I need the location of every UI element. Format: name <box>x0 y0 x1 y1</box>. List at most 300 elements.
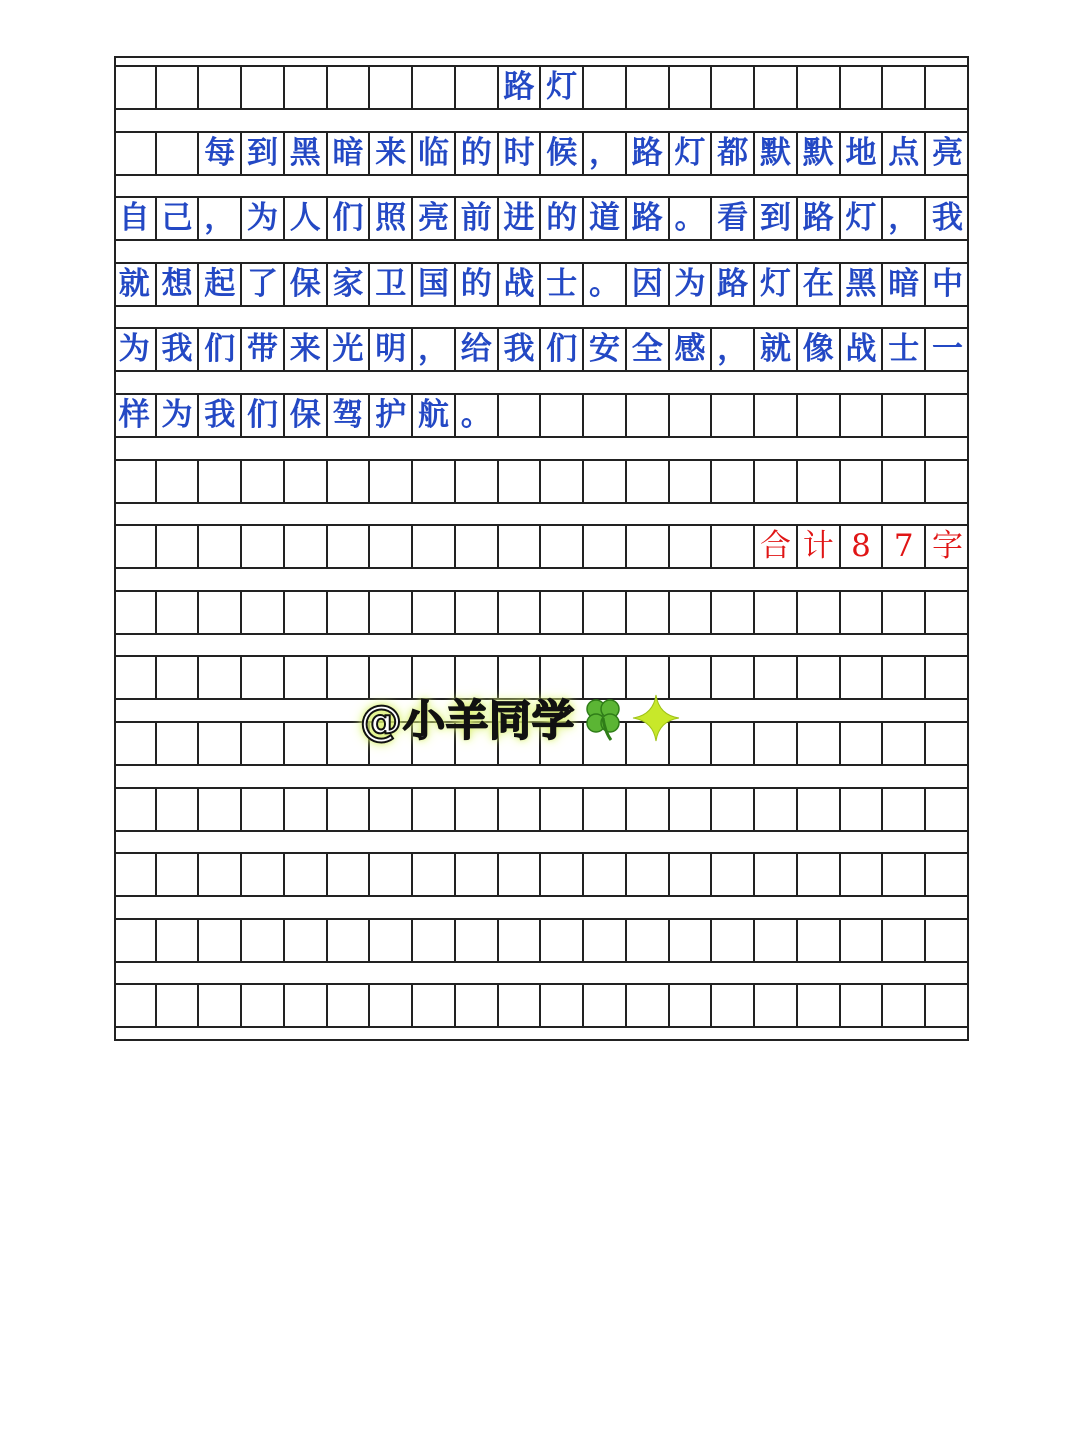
grid-cell <box>499 67 542 108</box>
grid-cell <box>499 329 542 370</box>
grid-cell <box>157 198 200 239</box>
essay-char: ， <box>888 200 920 237</box>
essay-char: 就 <box>760 331 792 368</box>
essay-char: 护 <box>375 397 407 433</box>
grid-cell <box>798 329 841 370</box>
grid-cell <box>627 789 670 830</box>
grid-cell <box>285 526 328 567</box>
grid-cell <box>114 67 157 108</box>
essay-char: 灯 <box>845 200 877 237</box>
grid-cell <box>713 264 756 305</box>
essay-char: 亮 <box>932 134 964 171</box>
essay-char: 我 <box>503 331 535 368</box>
grid-cell <box>542 198 585 239</box>
grid-cell <box>200 264 243 305</box>
grid-cell <box>157 723 200 764</box>
essay-char: 到 <box>247 134 279 171</box>
grid-cell <box>285 985 328 1026</box>
grid-cell <box>413 854 456 895</box>
grid-cell <box>542 854 585 895</box>
grid-cell <box>456 854 499 895</box>
grid-cell <box>456 264 499 305</box>
grid-cell <box>841 723 884 764</box>
grid-cell <box>200 854 243 895</box>
essay-char: 灯 <box>674 134 706 171</box>
grid-cell <box>114 264 157 305</box>
grid-cell <box>328 920 371 961</box>
essay-char: 道 <box>589 200 621 237</box>
grid-cell <box>584 264 627 305</box>
grid-row <box>114 787 969 832</box>
grid-cell <box>627 854 670 895</box>
grid-cell <box>456 789 499 830</box>
grid-cell <box>755 723 798 764</box>
grid-cell <box>841 461 884 502</box>
grid-cell <box>413 133 456 174</box>
grid-cell <box>371 920 414 961</box>
grid-cell <box>713 526 756 567</box>
grid-cell <box>584 526 627 567</box>
grid-cell <box>798 920 841 961</box>
grid-cell <box>841 789 884 830</box>
grid-cell <box>755 526 798 567</box>
essay-char: 样 <box>118 397 150 433</box>
essay-char: 。 <box>460 397 492 433</box>
grid-cell <box>926 198 969 239</box>
grid-cell <box>371 461 414 502</box>
grid-cell <box>242 592 285 633</box>
grid-cell <box>456 67 499 108</box>
grid-cell <box>499 395 542 436</box>
title-char: 路 <box>503 69 535 105</box>
grid-cell <box>926 461 969 502</box>
grid-cell <box>499 461 542 502</box>
grid-cell <box>157 854 200 895</box>
grid-cell <box>755 67 798 108</box>
grid-cell <box>713 920 756 961</box>
grid-row <box>114 131 969 176</box>
essay-char: 暗 <box>888 265 920 302</box>
grid-cell <box>584 592 627 633</box>
grid-cell <box>713 133 756 174</box>
grid-cell <box>114 657 157 698</box>
grid-cell <box>200 657 243 698</box>
grid-cell <box>157 395 200 436</box>
essay-char: 灯 <box>760 265 792 302</box>
grid-cell <box>713 985 756 1026</box>
grid-cell <box>499 198 542 239</box>
sparkle-icon <box>631 693 681 743</box>
grid-cell <box>157 789 200 830</box>
grid-cell <box>285 920 328 961</box>
essay-char: 为 <box>118 331 150 368</box>
grid-cell <box>926 789 969 830</box>
essay-char: 候 <box>546 134 578 171</box>
grid-cell <box>114 789 157 830</box>
grid-cell <box>670 198 713 239</box>
grid-cell <box>542 133 585 174</box>
grid-cell <box>371 198 414 239</box>
grid-cell <box>499 789 542 830</box>
grid-row <box>114 65 969 110</box>
grid-cell <box>413 985 456 1026</box>
grid-cell <box>627 67 670 108</box>
grid-cell <box>627 920 670 961</box>
essay-char: 为 <box>674 265 706 302</box>
grid-cell <box>841 198 884 239</box>
word-count-char: 字 <box>932 528 964 565</box>
grid-cell <box>884 920 927 961</box>
grid-cell <box>713 723 756 764</box>
grid-cell <box>670 395 713 436</box>
grid-cell <box>328 264 371 305</box>
grid-cell <box>713 657 756 698</box>
grid-cell <box>713 67 756 108</box>
essay-char: 航 <box>418 397 450 433</box>
grid-cell <box>242 526 285 567</box>
grid-cell <box>456 920 499 961</box>
essay-char: 们 <box>247 397 279 433</box>
four-leaf-clover-icon <box>577 692 629 744</box>
essay-char: 的 <box>460 134 492 171</box>
grid-cell <box>157 657 200 698</box>
title-char: 灯 <box>546 69 578 105</box>
grid-cell <box>841 67 884 108</box>
grid-cell <box>542 789 585 830</box>
grid-cell <box>157 67 200 108</box>
grid-cell <box>798 264 841 305</box>
essay-char: 路 <box>631 134 663 171</box>
essay-char: 的 <box>460 265 492 302</box>
grid-cell <box>542 395 585 436</box>
grid-cell <box>884 461 927 502</box>
grid-cell <box>926 526 969 567</box>
grid-cell <box>413 789 456 830</box>
grid-cell <box>328 789 371 830</box>
grid-cell <box>200 985 243 1026</box>
grid-cell <box>157 133 200 174</box>
essay-char: 士 <box>888 331 920 368</box>
grid-cell <box>285 789 328 830</box>
grid-cell <box>713 395 756 436</box>
grid-row <box>114 524 969 569</box>
essay-char: 战 <box>845 331 877 368</box>
grid-cell <box>755 985 798 1026</box>
essay-char: 人 <box>289 200 321 237</box>
grid-cell <box>926 395 969 436</box>
essay-char: 给 <box>460 331 492 368</box>
grid-cell <box>884 592 927 633</box>
grid-cell <box>542 264 585 305</box>
grid-cell <box>413 461 456 502</box>
grid-cell <box>926 329 969 370</box>
grid-cell <box>542 67 585 108</box>
grid-cell <box>542 461 585 502</box>
essay-char: 黑 <box>845 265 877 302</box>
grid-cell <box>285 592 328 633</box>
essay-char: 全 <box>631 331 663 368</box>
grid-cell <box>798 395 841 436</box>
grid-cell <box>798 67 841 108</box>
grid-cell <box>670 592 713 633</box>
essay-char: 看 <box>717 200 749 237</box>
grid-cell <box>884 329 927 370</box>
grid-cell <box>542 985 585 1026</box>
grid-cell <box>371 789 414 830</box>
grid-cell <box>584 985 627 1026</box>
grid-cell <box>926 592 969 633</box>
grid-cell <box>798 592 841 633</box>
grid-cell <box>328 67 371 108</box>
grid-cell <box>884 264 927 305</box>
word-count-char: 8 <box>851 528 871 565</box>
grid-cell <box>285 461 328 502</box>
grid-cell <box>584 854 627 895</box>
grid-cell <box>884 723 927 764</box>
grid-cell <box>798 854 841 895</box>
essay-char: 带 <box>247 331 279 368</box>
word-count-char: 合 <box>760 528 792 565</box>
grid-cell <box>114 133 157 174</box>
grid-row <box>114 196 969 241</box>
grid-cell <box>114 592 157 633</box>
essay-char: 默 <box>760 134 792 171</box>
grid-cell <box>627 985 670 1026</box>
grid-cell <box>200 789 243 830</box>
essay-char: 在 <box>802 265 834 302</box>
grid-cell <box>542 329 585 370</box>
word-count-char: 计 <box>802 528 834 565</box>
grid-cell <box>499 592 542 633</box>
grid-cell <box>157 920 200 961</box>
watermark-text: @小羊同学 <box>360 696 576 745</box>
grid-cell <box>328 133 371 174</box>
grid-cell <box>371 67 414 108</box>
grid-row <box>114 918 969 963</box>
grid-cell <box>499 133 542 174</box>
grid-cell <box>841 854 884 895</box>
grid-cell <box>242 461 285 502</box>
essay-char: 像 <box>802 331 834 368</box>
grid-cell <box>114 723 157 764</box>
grid-cell <box>884 198 927 239</box>
essay-char: 安 <box>589 331 621 368</box>
grid-cell <box>413 67 456 108</box>
grid-cell <box>242 723 285 764</box>
grid-cell <box>670 67 713 108</box>
grid-cell <box>413 264 456 305</box>
essay-char: 们 <box>332 200 364 237</box>
grid-cell <box>755 198 798 239</box>
grid-cell <box>926 920 969 961</box>
essay-char: 。 <box>674 200 706 237</box>
grid-cell <box>456 198 499 239</box>
grid-cell <box>841 657 884 698</box>
grid-cell <box>841 592 884 633</box>
grid-cell <box>200 920 243 961</box>
essay-char: 中 <box>932 265 964 302</box>
grid-cell <box>798 133 841 174</box>
grid-cell <box>242 657 285 698</box>
grid-cell <box>926 985 969 1026</box>
grid-cell <box>627 395 670 436</box>
composition-grid-paper <box>114 56 969 1041</box>
essay-char: 因 <box>631 265 663 302</box>
grid-cell <box>328 198 371 239</box>
grid-cell <box>670 264 713 305</box>
grid-cell <box>884 395 927 436</box>
grid-cell <box>755 329 798 370</box>
essay-char: 了 <box>247 265 279 302</box>
grid-cell <box>584 461 627 502</box>
grid-cell <box>371 264 414 305</box>
grid-cell <box>456 395 499 436</box>
grid-cell <box>200 461 243 502</box>
grid-cell <box>926 133 969 174</box>
grid-cell <box>328 329 371 370</box>
grid-cell <box>114 198 157 239</box>
grid-cell <box>285 395 328 436</box>
essay-char: 默 <box>802 134 834 171</box>
grid-cell <box>456 461 499 502</box>
essay-char: 己 <box>161 200 193 237</box>
grid-cell <box>157 461 200 502</box>
essay-char: 们 <box>204 331 236 368</box>
essay-char: 明 <box>375 331 407 368</box>
grid-cell <box>926 264 969 305</box>
essay-char: 临 <box>418 134 450 171</box>
grid-cell <box>798 198 841 239</box>
grid-cell <box>413 592 456 633</box>
grid-cell <box>798 985 841 1026</box>
grid-cell <box>670 329 713 370</box>
grid-cell <box>285 264 328 305</box>
grid-cell <box>242 67 285 108</box>
essay-char: 我 <box>932 200 964 237</box>
essay-char: ， <box>717 331 749 368</box>
grid-cell <box>627 198 670 239</box>
essay-char: 战 <box>503 265 535 302</box>
grid-cell <box>157 526 200 567</box>
grid-cell <box>584 67 627 108</box>
grid-cell <box>371 854 414 895</box>
essay-char: ， <box>204 200 236 237</box>
grid-cell <box>798 657 841 698</box>
grid-cell <box>371 395 414 436</box>
grid-cell <box>926 657 969 698</box>
grid-cell <box>884 526 927 567</box>
grid-cell <box>371 526 414 567</box>
grid-cell <box>242 198 285 239</box>
essay-char: 路 <box>717 265 749 302</box>
grid-cell <box>328 854 371 895</box>
grid-cell <box>456 592 499 633</box>
watermark <box>360 688 681 748</box>
grid-cell <box>755 264 798 305</box>
essay-char: 保 <box>289 397 321 433</box>
essay-char: 照 <box>375 200 407 237</box>
grid-cell <box>371 329 414 370</box>
grid-cell <box>926 723 969 764</box>
grid-cell <box>157 592 200 633</box>
grid-cell <box>200 395 243 436</box>
grid-cell <box>884 657 927 698</box>
grid-cell <box>713 461 756 502</box>
grid-cell <box>841 920 884 961</box>
grid-cell <box>542 920 585 961</box>
grid-cell <box>499 264 542 305</box>
essay-char: 路 <box>631 200 663 237</box>
grid-cell <box>884 985 927 1026</box>
grid-cell <box>200 723 243 764</box>
grid-cell <box>200 198 243 239</box>
grid-cell <box>670 854 713 895</box>
grid-cell <box>798 526 841 567</box>
grid-cell <box>413 329 456 370</box>
grid-cell <box>926 67 969 108</box>
essay-char: 到 <box>760 200 792 237</box>
grid-cell <box>627 526 670 567</box>
essay-char: 来 <box>375 134 407 171</box>
grid-cell <box>328 526 371 567</box>
grid-cell <box>755 920 798 961</box>
grid-cell <box>884 67 927 108</box>
grid-row <box>114 327 969 372</box>
grid-cell <box>285 657 328 698</box>
grid-cell <box>627 329 670 370</box>
grid-cell <box>841 329 884 370</box>
grid-cell <box>200 526 243 567</box>
grid-cell <box>884 789 927 830</box>
grid-cell <box>670 526 713 567</box>
grid-cell <box>242 854 285 895</box>
grid-cell <box>499 920 542 961</box>
grid-cell <box>713 854 756 895</box>
grid-cell <box>755 592 798 633</box>
essay-char: 地 <box>845 134 877 171</box>
grid-cell <box>413 395 456 436</box>
grid-cell <box>157 985 200 1026</box>
grid-cell <box>114 920 157 961</box>
grid-cell <box>755 395 798 436</box>
grid-cell <box>713 789 756 830</box>
grid-cell <box>670 985 713 1026</box>
grid-cell <box>499 985 542 1026</box>
grid-cell <box>285 854 328 895</box>
grid-cell <box>242 920 285 961</box>
grid-cell <box>371 133 414 174</box>
grid-cell <box>798 461 841 502</box>
essay-char: 驾 <box>332 397 364 433</box>
essay-char: 都 <box>717 134 749 171</box>
essay-char: 光 <box>332 331 364 368</box>
essay-char: 想 <box>161 265 193 302</box>
essay-char: 就 <box>118 265 150 302</box>
grid-cell <box>542 592 585 633</box>
grid-row <box>114 393 969 438</box>
grid-cell <box>371 985 414 1026</box>
essay-char: 前 <box>460 200 492 237</box>
essay-char: 国 <box>418 265 450 302</box>
grid-cell <box>627 133 670 174</box>
grid-row <box>114 983 969 1028</box>
grid-cell <box>627 264 670 305</box>
essay-char: 每 <box>204 134 236 171</box>
essay-char: 。 <box>589 265 621 302</box>
essay-char: 卫 <box>375 265 407 302</box>
grid-row <box>114 590 969 635</box>
grid-cell <box>926 854 969 895</box>
